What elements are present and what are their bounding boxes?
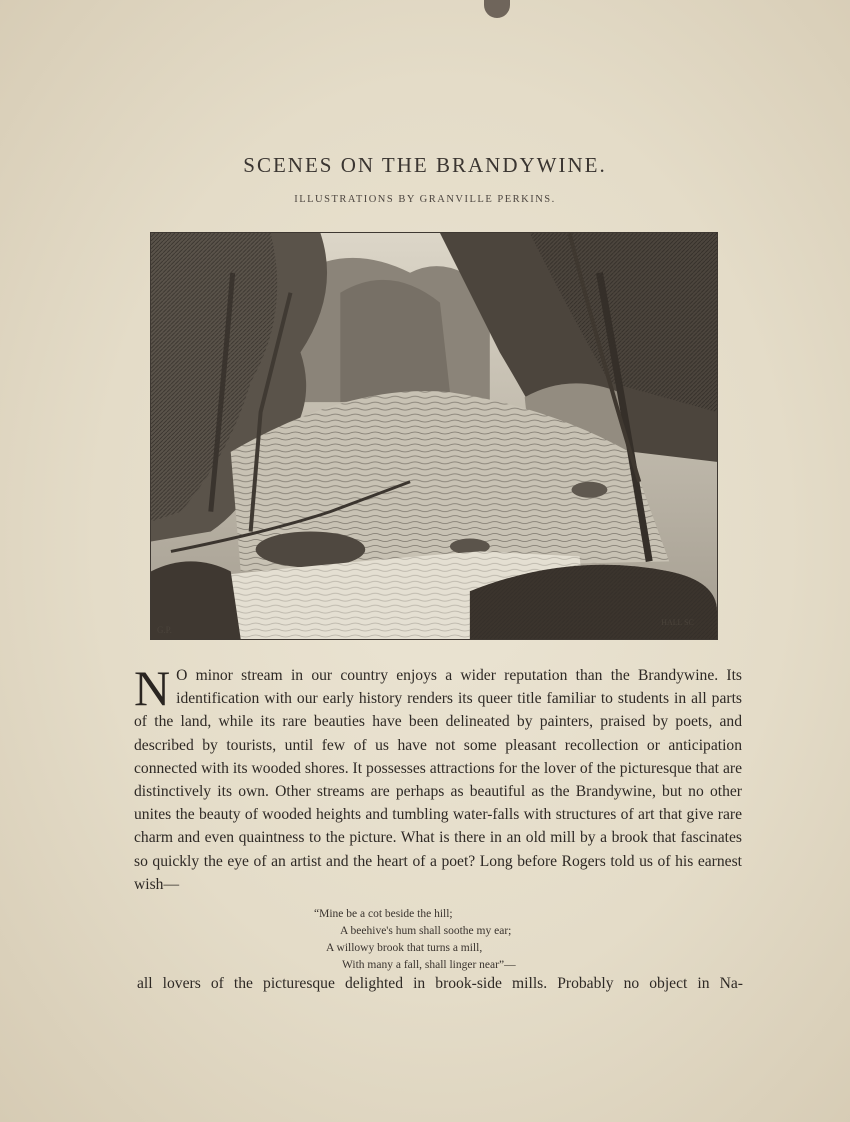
engraving-signature-left: G.P. bbox=[156, 625, 172, 636]
river-engraving bbox=[150, 232, 718, 640]
drop-cap: N bbox=[134, 660, 171, 716]
verse-line: With many a fall, shall linger near”— bbox=[342, 959, 516, 971]
continuation-line: all lovers of the picturesque delighted in brook-side mills. Probably no object in Na- bbox=[137, 975, 743, 992]
verse-line: A beehive's hum shall soothe my ear; bbox=[340, 925, 512, 937]
verse-line: A willowy brook that turns a mill, bbox=[326, 942, 483, 954]
verse-line: “Mine be a cot beside the hill; bbox=[314, 908, 453, 920]
body-paragraph bbox=[134, 660, 742, 896]
page-title: SCENES ON THE BRANDYWINE. bbox=[243, 153, 607, 177]
paragraph-text: O minor stream in our country enjoys a wider reputation than the Brandywine. Its identification with our early history renders its queer title familiar to students in all parts of the land, while its rare beauties have been delineated by painters, praised by poets, and described by tourists, until few of us have not some pleasant recollection or anticipation connected with its wooded shores. It possesses attractions for the lover of the picturesque that are distinctively its own. Other streams are perhaps as beautiful as the Brandywine, but no other unites the beauty of wooded heights and tumbling water-falls with structures of art that give rare charm and even quaintness to the picture. What is there in an old mill by a brook that fascinates so quickly the eye of an artist and the heart of a poet? Long before Rogers told us of his earnest wish— bbox=[134, 667, 742, 893]
illustration-credit: ILLUSTRATIONS BY GRANVILLE PERKINS. bbox=[294, 194, 556, 205]
engraving-artwork bbox=[151, 233, 717, 639]
pin-hole-mark bbox=[484, 0, 510, 18]
quoted-verse bbox=[314, 906, 516, 974]
engraving-signature-right: HALL SC bbox=[661, 618, 694, 628]
